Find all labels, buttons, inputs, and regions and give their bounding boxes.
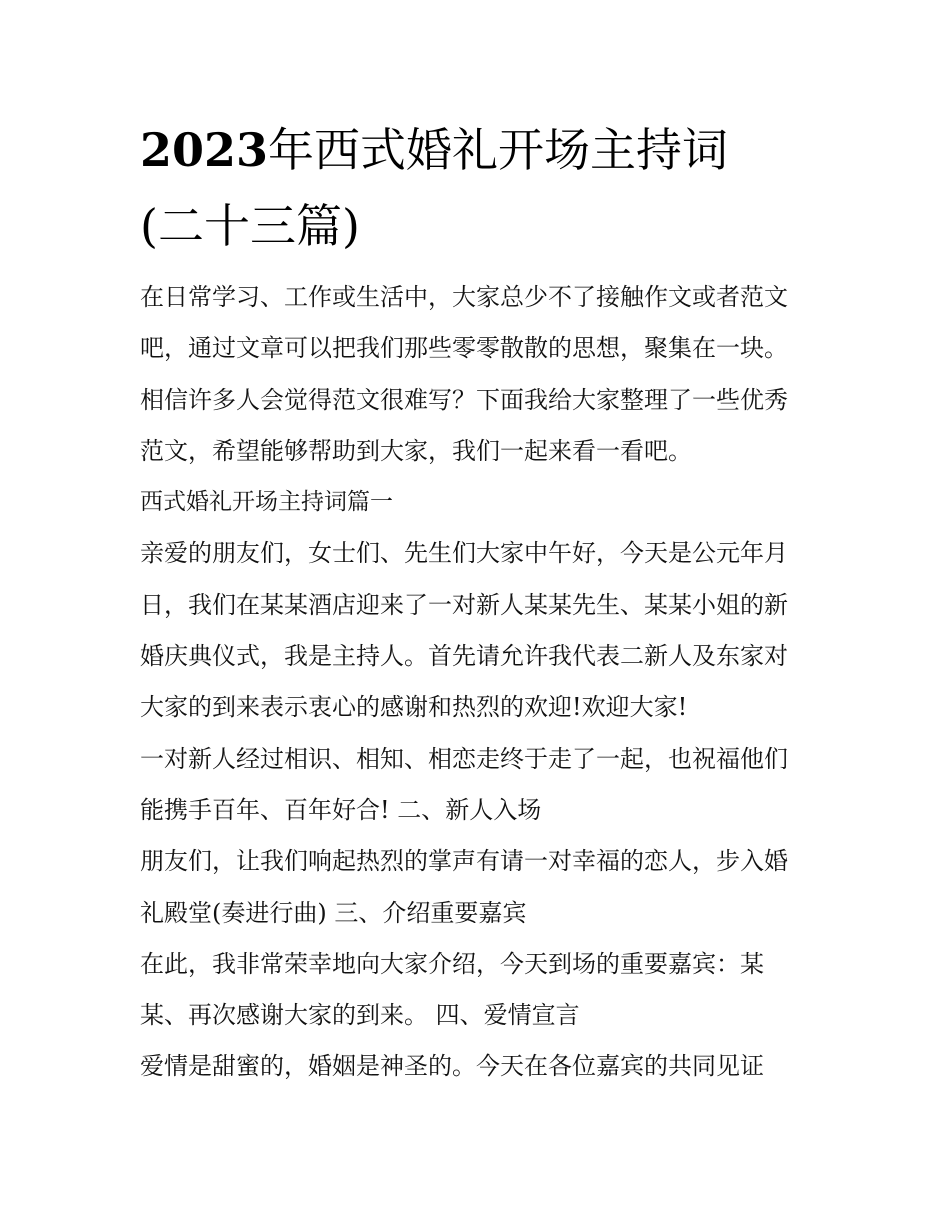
- title-text: 年西式婚礼开场主持词: [268, 123, 729, 177]
- body-line: 范文，希望能够帮助到大家，我们一起来看一看吧。: [140, 436, 692, 465]
- title-year: 2023: [140, 123, 269, 177]
- body-line: 大家的到来表示衷心的感谢和热烈的欢迎!欢迎大家!: [140, 693, 688, 722]
- document-body: [140, 272, 820, 1093]
- body-line: 爱情是甜蜜的，婚姻是神圣的。今天在各位嘉宾的共同见证: [140, 1052, 764, 1081]
- body-line: 在此，我非常荣幸地向大家介绍，今天到场的重要嘉宾：某: [140, 949, 764, 978]
- body-line: 相信许多人会觉得范文很难写？下面我给大家整理了一些优秀: [140, 385, 788, 414]
- body-line: 朋友们，让我们响起热烈的掌声有请一对幸福的恋人，步入婚: [140, 847, 788, 876]
- body-line: 日，我们在某某酒店迎来了一对新人某某先生、某某小姐的新: [140, 590, 788, 619]
- section-heading: 西式婚礼开场主持词篇一: [140, 489, 393, 516]
- body-line: 吧，通过文章可以把我们那些零零散散的思想，聚集在一块。: [140, 334, 788, 363]
- body-line: 亲爱的朋友们，女士们、先生们大家中午好，今天是公元年月: [140, 539, 788, 568]
- body-line: 婚庆典仪式，我是主持人。首先请允许我代表二新人及东家对: [140, 642, 788, 671]
- document-title: [140, 112, 840, 264]
- body-line: 礼殿堂(奏进行曲) 三、介绍重要嘉宾: [140, 898, 527, 927]
- body-line: 一对新人经过相识、相知、相恋走终于走了一起，也祝福他们: [140, 744, 788, 773]
- title-subtitle: (二十三篇): [140, 199, 360, 253]
- body-line: 某、再次感谢大家的到来。 四、爱情宣言: [140, 1001, 580, 1030]
- body-line: 在日常学习、工作或生活中，大家总少不了接触作文或者范文: [140, 283, 788, 311]
- body-line: 能携手百年、百年好合! 二、新人入场: [140, 795, 542, 824]
